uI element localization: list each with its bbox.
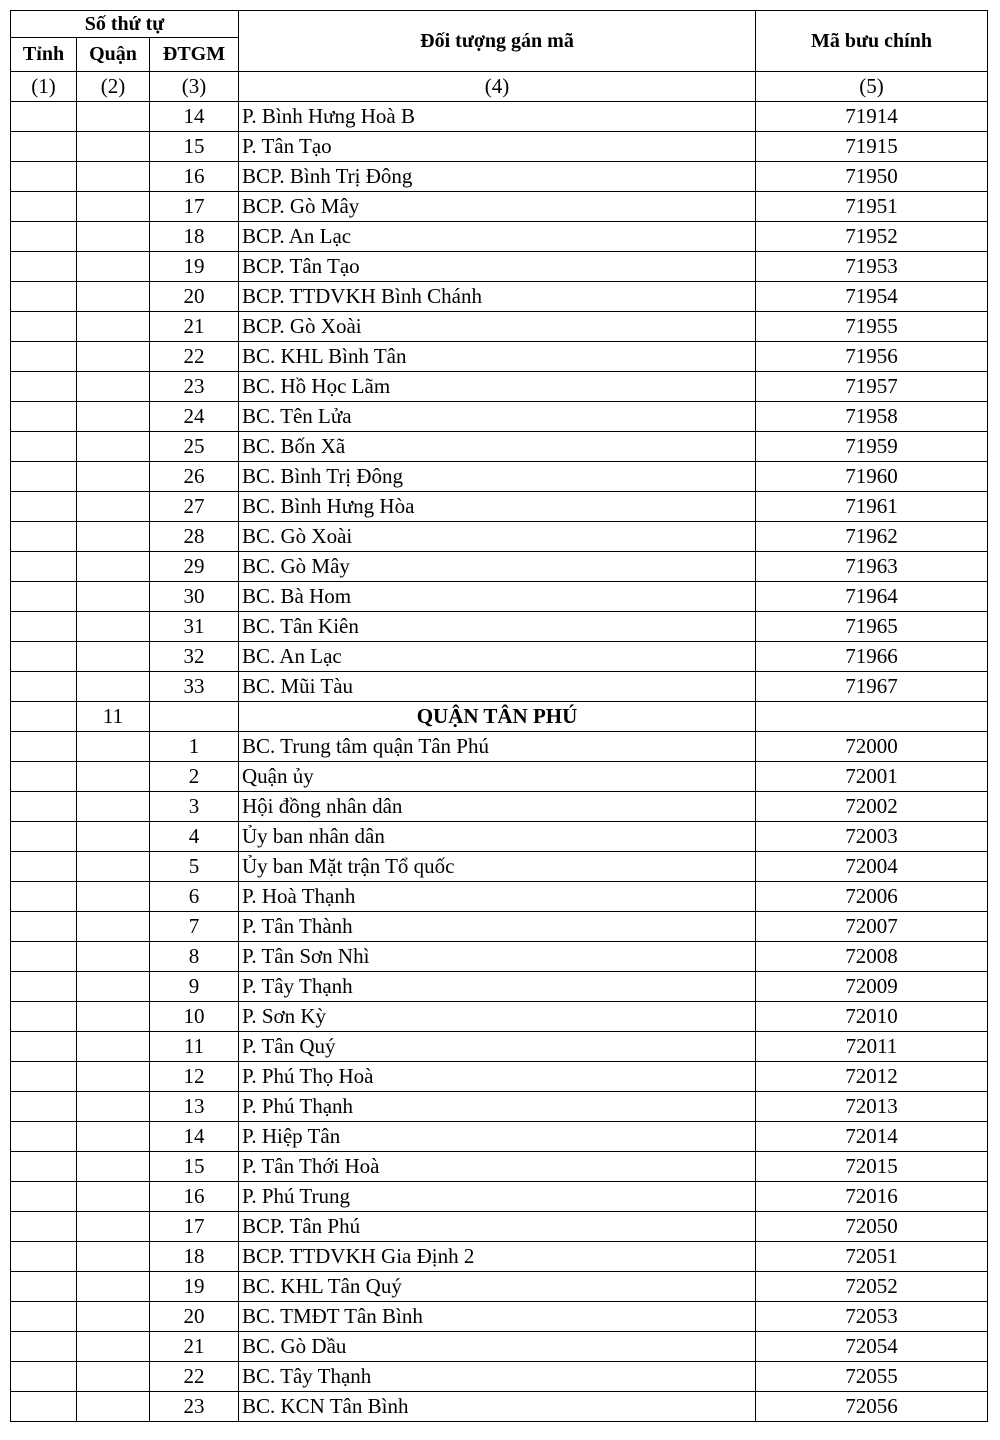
cell-dtgm: 29	[150, 552, 239, 582]
cell-quan	[77, 462, 150, 492]
cell-ma-buu-chinh: 72010	[756, 1002, 988, 1032]
cell-doi-tuong: Hội đồng nhân dân	[239, 792, 756, 822]
table-row	[11, 132, 988, 162]
table-row	[11, 1092, 988, 1122]
table-row	[11, 942, 988, 972]
cell-tinh	[11, 822, 77, 852]
cell-quan	[77, 1182, 150, 1212]
cell-quan	[77, 1212, 150, 1242]
cell-doi-tuong: BC. Tây Thạnh	[239, 1362, 756, 1392]
cell-dtgm: 14	[150, 102, 239, 132]
cell-doi-tuong: BCP. Gò Xoài	[239, 312, 756, 342]
cell-ma-buu-chinh: 72002	[756, 792, 988, 822]
cell-quan	[77, 582, 150, 612]
cell-quan	[77, 282, 150, 312]
cell-quan	[77, 162, 150, 192]
table-row	[11, 852, 988, 882]
cell-ma-buu-chinh: 72012	[756, 1062, 988, 1092]
cell-doi-tuong: Ủy ban nhân dân	[239, 822, 756, 852]
cell-quan	[77, 642, 150, 672]
cell-doi-tuong: BCP. TTDVKH Gia Định 2	[239, 1242, 756, 1272]
cell-ma-buu-chinh: 71960	[756, 462, 988, 492]
cell-ma-buu-chinh: 72053	[756, 1302, 988, 1332]
cell-tinh	[11, 612, 77, 642]
cell-quan	[77, 312, 150, 342]
cell-quan	[77, 1272, 150, 1302]
header-doi-tuong: Đối tượng gán mã	[239, 11, 756, 72]
table-row	[11, 1122, 988, 1152]
cell-ma-buu-chinh: 72001	[756, 762, 988, 792]
table-row	[11, 612, 988, 642]
cell-quan	[77, 1242, 150, 1272]
cell-dtgm: 33	[150, 672, 239, 702]
cell-ma-buu-chinh: 71953	[756, 252, 988, 282]
cell-doi-tuong: BCP. TTDVKH Bình Chánh	[239, 282, 756, 312]
cell-ma-buu-chinh: 71964	[756, 582, 988, 612]
cell-tinh	[11, 102, 77, 132]
table-row	[11, 1182, 988, 1212]
cell-ma-buu-chinh: 72051	[756, 1242, 988, 1272]
cell-doi-tuong: P. Hiệp Tân	[239, 1122, 756, 1152]
cell-tinh	[11, 1062, 77, 1092]
cell-dtgm: 7	[150, 912, 239, 942]
cell-tinh	[11, 402, 77, 432]
cell-quan	[77, 102, 150, 132]
cell-quan	[77, 1122, 150, 1152]
cell-dtgm: 11	[150, 1032, 239, 1062]
table-row	[11, 1302, 988, 1332]
table-row	[11, 1242, 988, 1272]
cell-doi-tuong: BC. Trung tâm quận Tân Phú	[239, 732, 756, 762]
column-index: (1)	[11, 72, 77, 102]
cell-doi-tuong: P. Bình Hưng Hoà B	[239, 102, 756, 132]
cell-dtgm: 16	[150, 162, 239, 192]
cell-ma-buu-chinh: 72004	[756, 852, 988, 882]
cell-dtgm: 13	[150, 1092, 239, 1122]
cell-ma-buu-chinh: 71955	[756, 312, 988, 342]
cell-tinh	[11, 552, 77, 582]
cell-quan	[77, 1332, 150, 1362]
cell-tinh	[11, 942, 77, 972]
table-row	[11, 102, 988, 132]
cell-tinh	[11, 222, 77, 252]
column-index: (4)	[239, 72, 756, 102]
table-row	[11, 372, 988, 402]
cell-ma-buu-chinh: 71958	[756, 402, 988, 432]
cell-doi-tuong: BC. KHL Tân Quý	[239, 1272, 756, 1302]
cell-doi-tuong: BC. Tên Lửa	[239, 402, 756, 432]
cell-quan	[77, 222, 150, 252]
cell-quan	[77, 1092, 150, 1122]
cell-ma-buu-chinh: 72003	[756, 822, 988, 852]
table-row	[11, 252, 988, 282]
cell-doi-tuong: BCP. An Lạc	[239, 222, 756, 252]
cell-dtgm: 28	[150, 522, 239, 552]
table-row	[11, 912, 988, 942]
cell-quan	[77, 912, 150, 942]
cell-tinh	[11, 642, 77, 672]
table-header	[11, 11, 988, 102]
district-name: QUẬN TÂN PHÚ	[239, 702, 756, 732]
cell-doi-tuong: P. Tân Thới Hoà	[239, 1152, 756, 1182]
cell-dtgm: 26	[150, 462, 239, 492]
cell-ma-buu-chinh: 71956	[756, 342, 988, 372]
cell-doi-tuong: P. Tây Thạnh	[239, 972, 756, 1002]
table-row	[11, 402, 988, 432]
table-row	[11, 282, 988, 312]
cell-ma-buu-chinh: 71966	[756, 642, 988, 672]
cell-ma-buu-chinh: 72014	[756, 1122, 988, 1152]
cell-ma-buu-chinh: 71915	[756, 132, 988, 162]
cell-doi-tuong: BC. Hồ Học Lãm	[239, 372, 756, 402]
table-row	[11, 762, 988, 792]
cell-tinh	[11, 132, 77, 162]
cell-doi-tuong: BC. Bốn Xã	[239, 432, 756, 462]
cell-tinh	[11, 762, 77, 792]
table-row	[11, 1152, 988, 1182]
table-row	[11, 972, 988, 1002]
cell-tinh	[11, 1182, 77, 1212]
cell-tinh	[11, 882, 77, 912]
cell-dtgm: 4	[150, 822, 239, 852]
table-row	[11, 822, 988, 852]
cell-quan	[77, 732, 150, 762]
column-index-row	[11, 72, 988, 102]
cell-tinh	[11, 312, 77, 342]
cell-tinh	[11, 1212, 77, 1242]
cell-doi-tuong: P. Hoà Thạnh	[239, 882, 756, 912]
cell-ma-buu-chinh: 71962	[756, 522, 988, 552]
table-row	[11, 792, 988, 822]
cell-doi-tuong: BC. Bình Trị Đông	[239, 462, 756, 492]
cell-tinh	[11, 1302, 77, 1332]
column-index: (2)	[77, 72, 150, 102]
cell-doi-tuong: P. Tân Sơn Nhì	[239, 942, 756, 972]
table-row	[11, 1212, 988, 1242]
cell-doi-tuong: Ủy ban Mặt trận Tổ quốc	[239, 852, 756, 882]
cell-quan	[77, 882, 150, 912]
cell-ma-buu-chinh: 72009	[756, 972, 988, 1002]
cell-doi-tuong: BC. An Lạc	[239, 642, 756, 672]
cell-dtgm: 1	[150, 732, 239, 762]
cell-tinh	[11, 1272, 77, 1302]
cell-tinh	[11, 912, 77, 942]
cell-dtgm: 19	[150, 252, 239, 282]
cell-ma-buu-chinh: 71959	[756, 432, 988, 462]
header-quan: Quận	[77, 38, 150, 72]
cell-dtgm: 16	[150, 1182, 239, 1212]
cell-ma-buu-chinh: 71961	[756, 492, 988, 522]
cell-dtgm: 25	[150, 432, 239, 462]
cell-doi-tuong: P. Phú Thọ Hoà	[239, 1062, 756, 1092]
cell-quan	[77, 942, 150, 972]
cell-tinh	[11, 1392, 77, 1422]
cell-dtgm: 6	[150, 882, 239, 912]
cell-quan	[77, 822, 150, 852]
header-tinh: Tỉnh	[11, 38, 77, 72]
cell-quan	[77, 1392, 150, 1422]
table-row	[11, 432, 988, 462]
cell-tinh	[11, 1242, 77, 1272]
cell-dtgm: 17	[150, 1212, 239, 1242]
cell-tinh	[11, 1092, 77, 1122]
cell-tinh	[11, 1362, 77, 1392]
cell-tinh	[11, 672, 77, 702]
table-row	[11, 1002, 988, 1032]
cell-dtgm: 22	[150, 1362, 239, 1392]
cell-dtgm: 27	[150, 492, 239, 522]
cell-tinh	[11, 792, 77, 822]
table-row	[11, 1272, 988, 1302]
cell-quan	[77, 552, 150, 582]
cell-dtgm: 21	[150, 312, 239, 342]
cell-quan	[77, 492, 150, 522]
cell-tinh	[11, 432, 77, 462]
cell-dtgm: 12	[150, 1062, 239, 1092]
table-row	[11, 582, 988, 612]
cell-tinh	[11, 252, 77, 282]
cell-dtgm: 2	[150, 762, 239, 792]
cell-ma-buu-chinh: 72055	[756, 1362, 988, 1392]
cell-dtgm: 14	[150, 1122, 239, 1152]
cell-dtgm: 22	[150, 342, 239, 372]
cell-doi-tuong: BCP. Tân Tạo	[239, 252, 756, 282]
cell-ma-buu-chinh: 71951	[756, 192, 988, 222]
table-body	[11, 102, 988, 1422]
cell-dtgm: 15	[150, 1152, 239, 1182]
cell-doi-tuong: P. Phú Trung	[239, 1182, 756, 1212]
cell-quan	[77, 342, 150, 372]
cell-dtgm: 23	[150, 1392, 239, 1422]
cell-doi-tuong: BC. Mũi Tàu	[239, 672, 756, 702]
cell-quan	[77, 132, 150, 162]
cell-doi-tuong: BC. KHL Bình Tân	[239, 342, 756, 372]
cell-ma-buu-chinh: 72006	[756, 882, 988, 912]
cell-tinh	[11, 162, 77, 192]
cell-tinh	[11, 732, 77, 762]
cell-quan	[77, 252, 150, 282]
cell-doi-tuong: P. Tân Tạo	[239, 132, 756, 162]
cell-doi-tuong: BC. Bà Hom	[239, 582, 756, 612]
cell-doi-tuong: BCP. Bình Trị Đông	[239, 162, 756, 192]
cell-doi-tuong: P. Tân Thành	[239, 912, 756, 942]
cell-quan	[77, 372, 150, 402]
cell-tinh	[11, 852, 77, 882]
cell-quan: 11	[77, 702, 150, 732]
table-row	[11, 1062, 988, 1092]
cell-dtgm: 32	[150, 642, 239, 672]
column-index: (5)	[756, 72, 988, 102]
cell-quan	[77, 192, 150, 222]
cell-quan	[77, 1302, 150, 1332]
cell-ma-buu-chinh: 71957	[756, 372, 988, 402]
cell-tinh	[11, 1122, 77, 1152]
cell-doi-tuong: BC. Gò Mây	[239, 552, 756, 582]
cell-dtgm: 21	[150, 1332, 239, 1362]
cell-tinh	[11, 1002, 77, 1032]
cell-doi-tuong: BC. Gò Dầu	[239, 1332, 756, 1362]
cell-ma-buu-chinh: 71967	[756, 672, 988, 702]
cell-dtgm: 3	[150, 792, 239, 822]
cell-ma-buu-chinh: 72052	[756, 1272, 988, 1302]
cell-ma-buu-chinh: 72000	[756, 732, 988, 762]
cell-tinh	[11, 702, 77, 732]
cell-ma-buu-chinh: 71954	[756, 282, 988, 312]
cell-ma-buu-chinh: 72008	[756, 942, 988, 972]
postal-code-table	[10, 10, 988, 1422]
cell-doi-tuong: BCP. Tân Phú	[239, 1212, 756, 1242]
table-row	[11, 492, 988, 522]
cell-ma-buu-chinh: 72056	[756, 1392, 988, 1422]
header-ma-buu-chinh: Mã bưu chính	[756, 11, 988, 72]
cell-quan	[77, 1152, 150, 1182]
cell-dtgm: 24	[150, 402, 239, 432]
cell-dtgm: 19	[150, 1272, 239, 1302]
cell-ma-buu-chinh: 71963	[756, 552, 988, 582]
cell-quan	[77, 402, 150, 432]
cell-tinh	[11, 282, 77, 312]
cell-quan	[77, 972, 150, 1002]
cell-dtgm	[150, 702, 239, 732]
cell-quan	[77, 792, 150, 822]
table-row	[11, 222, 988, 252]
cell-doi-tuong: BC. KCN Tân Bình	[239, 1392, 756, 1422]
cell-doi-tuong: BC. Bình Hưng Hòa	[239, 492, 756, 522]
cell-ma-buu-chinh: 71952	[756, 222, 988, 252]
cell-dtgm: 20	[150, 282, 239, 312]
header-group-label: Số thứ tự	[11, 11, 239, 38]
table-row	[11, 732, 988, 762]
cell-quan	[77, 762, 150, 792]
cell-doi-tuong: P. Tân Quý	[239, 1032, 756, 1062]
cell-tinh	[11, 1332, 77, 1362]
cell-quan	[77, 852, 150, 882]
cell-quan	[77, 1032, 150, 1062]
cell-ma-buu-chinh: 72013	[756, 1092, 988, 1122]
cell-dtgm: 8	[150, 942, 239, 972]
cell-dtgm: 17	[150, 192, 239, 222]
cell-tinh	[11, 342, 77, 372]
cell-dtgm: 30	[150, 582, 239, 612]
cell-ma-buu-chinh	[756, 702, 988, 732]
table-row	[11, 552, 988, 582]
cell-dtgm: 15	[150, 132, 239, 162]
cell-doi-tuong: BCP. Gò Mây	[239, 192, 756, 222]
cell-ma-buu-chinh: 72050	[756, 1212, 988, 1242]
cell-tinh	[11, 1152, 77, 1182]
cell-doi-tuong: BC. Gò Xoài	[239, 522, 756, 552]
header-dtgm: ĐTGM	[150, 38, 239, 72]
cell-dtgm: 20	[150, 1302, 239, 1332]
cell-doi-tuong: P. Sơn Kỳ	[239, 1002, 756, 1032]
cell-ma-buu-chinh: 72016	[756, 1182, 988, 1212]
cell-ma-buu-chinh: 71950	[756, 162, 988, 192]
table-row	[11, 522, 988, 552]
cell-tinh	[11, 192, 77, 222]
cell-dtgm: 18	[150, 222, 239, 252]
table-row	[11, 342, 988, 372]
cell-quan	[77, 1062, 150, 1092]
cell-quan	[77, 1362, 150, 1392]
cell-doi-tuong: BC. Tân Kiên	[239, 612, 756, 642]
cell-ma-buu-chinh: 72011	[756, 1032, 988, 1062]
table-row	[11, 1362, 988, 1392]
table-row	[11, 642, 988, 672]
table-row	[11, 162, 988, 192]
document-page	[10, 10, 987, 1422]
cell-quan	[77, 612, 150, 642]
cell-tinh	[11, 1032, 77, 1062]
table-row	[11, 192, 988, 222]
cell-doi-tuong: P. Phú Thạnh	[239, 1092, 756, 1122]
district-row	[11, 702, 988, 732]
cell-dtgm: 18	[150, 1242, 239, 1272]
column-index: (3)	[150, 72, 239, 102]
cell-ma-buu-chinh: 71965	[756, 612, 988, 642]
table-row	[11, 312, 988, 342]
cell-ma-buu-chinh: 71914	[756, 102, 988, 132]
cell-quan	[77, 1002, 150, 1032]
table-row	[11, 1332, 988, 1362]
cell-tinh	[11, 492, 77, 522]
cell-dtgm: 9	[150, 972, 239, 1002]
cell-quan	[77, 672, 150, 702]
cell-tinh	[11, 972, 77, 1002]
cell-quan	[77, 522, 150, 552]
cell-dtgm: 31	[150, 612, 239, 642]
table-row	[11, 1032, 988, 1062]
cell-dtgm: 10	[150, 1002, 239, 1032]
cell-doi-tuong: BC. TMĐT Tân Bình	[239, 1302, 756, 1332]
cell-doi-tuong: Quận ủy	[239, 762, 756, 792]
cell-tinh	[11, 582, 77, 612]
cell-dtgm: 23	[150, 372, 239, 402]
cell-tinh	[11, 522, 77, 552]
cell-ma-buu-chinh: 72015	[756, 1152, 988, 1182]
cell-quan	[77, 432, 150, 462]
cell-tinh	[11, 462, 77, 492]
cell-tinh	[11, 372, 77, 402]
cell-ma-buu-chinh: 72054	[756, 1332, 988, 1362]
cell-ma-buu-chinh: 72007	[756, 912, 988, 942]
table-row	[11, 1392, 988, 1422]
table-row	[11, 672, 988, 702]
table-row	[11, 462, 988, 492]
cell-dtgm: 5	[150, 852, 239, 882]
table-row	[11, 882, 988, 912]
